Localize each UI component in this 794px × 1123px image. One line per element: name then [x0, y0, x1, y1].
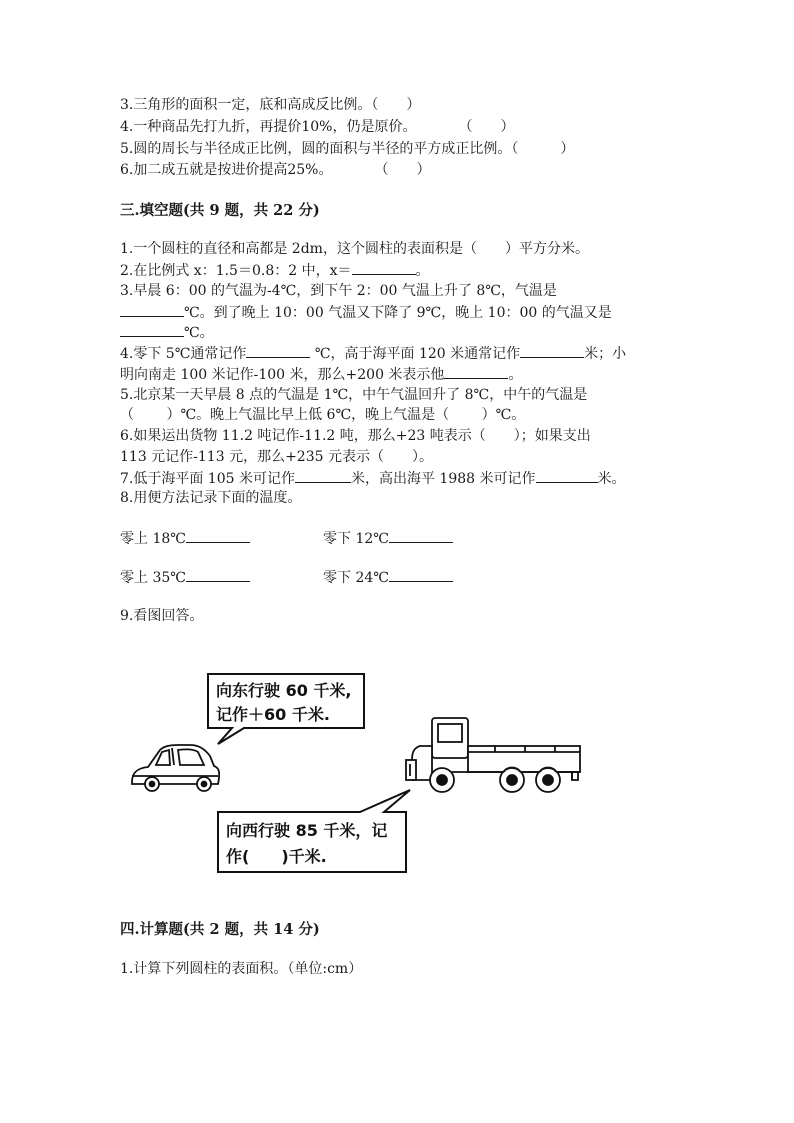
answer-blank[interactable] [352, 260, 416, 275]
section4-title: 四.计算题(共 2 题，共 14 分) [120, 921, 320, 938]
fill-q3-line2 [120, 302, 612, 323]
fill-q6-line1: 6.如果运出货物 11.2 吨记作-11.2 吨，那么+23 吨表示（ ）；如果支出 [120, 428, 591, 444]
fill-q3-line3 [120, 322, 214, 343]
judge-q5: 5.圆的周长与半径成正比例，圆的面积与半径的平方成正比例。（ ） [120, 141, 575, 157]
answer-blank[interactable] [186, 528, 250, 543]
temp-label: 零上 35℃ [120, 570, 186, 586]
answer-blank[interactable] [389, 567, 453, 582]
fill-q3-end: ℃。 [184, 325, 214, 341]
car-icon [132, 745, 219, 791]
truck-icon [406, 718, 580, 792]
fill-q4-text-b: ℃，高于海平面 120 米通常记作 [310, 346, 521, 362]
fill-q4-text-d: 明向南走 100 米记作-100 米，那么+200 米表示他 [120, 367, 445, 383]
fill-q8: 8.用便方法记录下面的温度。 [120, 490, 302, 506]
calc-q1: 1.计算下列圆柱的表面积。（单位:cm） [120, 961, 363, 977]
fill-q7-text-a: 7.低于海平面 105 米可记作 [120, 471, 295, 487]
temp-item [120, 567, 250, 588]
answer-blank[interactable] [120, 302, 184, 317]
fill-q4-end: 。 [508, 367, 523, 383]
section3-title: 三.填空题(共 9 题，共 22 分) [120, 202, 320, 219]
judge-q4: 4.一种商品先打九折，再提价10%，仍是原价。 （ ） [120, 119, 515, 135]
answer-blank[interactable] [186, 567, 250, 582]
fill-q5-line1: 5.北京某一天早晨 8 点的气温是 1℃，中午气温回升了 8℃，中午的气温是 [120, 387, 588, 403]
fill-q4-text-c: 米；小 [584, 346, 627, 362]
fill-q5-line2: （ ）℃。晚上气温比早上低 6℃，晚上气温是（ ）℃。 [120, 407, 526, 423]
answer-blank[interactable] [246, 343, 310, 358]
judge-q3: 3.三角形的面积一定，底和高成反比例。（ ） [120, 97, 421, 113]
fill-q7 [120, 468, 626, 489]
fill-q4-line1 [120, 343, 626, 364]
answer-blank[interactable] [520, 343, 584, 358]
fill-q2 [120, 260, 430, 281]
speech-bubble-bottom [218, 790, 410, 872]
fill-q9: 9.看图回答。 [120, 608, 204, 624]
fill-q1: 1.一个圆柱的直径和高都是 2dm，这个圆柱的表面积是（ ）平方分米。 [120, 241, 589, 257]
temp-label: 零上 18℃ [120, 531, 186, 547]
speech-bubble-top [208, 674, 364, 744]
answer-blank[interactable] [295, 468, 351, 483]
judge-q6: 6.加二成五就是按进价提高25%。 （ ） [120, 162, 431, 178]
temp-item [120, 528, 250, 549]
fill-q2-end: 。 [415, 263, 430, 279]
fill-q3-line1: 3.早晨 6：00 的气温为-4℃，到下午 2：00 气温上升了 8℃，气温是 [120, 283, 557, 299]
fill-q6-line2: 113 元记作-113 元，那么+235 元表示（ ）。 [120, 449, 433, 465]
fill-q3-text: ℃。到了晚上 10：00 气温又下降了 9℃，晚上 10：00 的气温又是 [184, 305, 612, 321]
answer-blank[interactable] [536, 468, 598, 483]
fill-q4-line2 [120, 364, 522, 385]
fill-q2-text: 2.在比例式 x：1.5＝0.8：2 中，x＝ [120, 263, 352, 279]
fill-q7-text-b: 米，高出海平 1988 米可记作 [350, 471, 536, 487]
bubble-bottom-line2: 作( )千米. [226, 847, 327, 866]
bubble-bottom-line1: 向西行驶 85 千米，记 [226, 821, 388, 840]
fill-q4-text-a: 4.零下 5℃通常记作 [120, 346, 247, 362]
answer-blank[interactable] [444, 364, 508, 379]
temp-label: 零下 12℃ [323, 531, 389, 547]
answer-blank[interactable] [120, 322, 184, 337]
bubble-top-line2: 记作＋60 千米. [216, 705, 330, 724]
answer-blank[interactable] [389, 528, 453, 543]
temp-label: 零下 24℃ [323, 570, 389, 586]
temp-item [323, 528, 453, 549]
car-truck-figure [120, 660, 600, 890]
temp-item [323, 567, 453, 588]
bubble-top-line1: 向东行驶 60 千米, [216, 681, 352, 700]
fill-q7-end: 米。 [597, 471, 626, 487]
